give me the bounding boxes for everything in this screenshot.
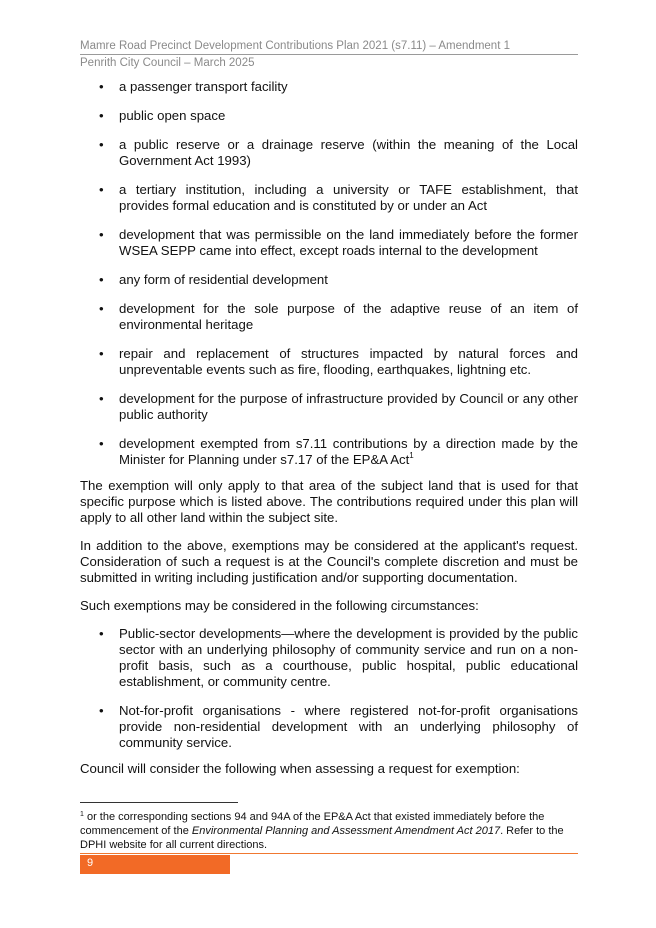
footnote-number: 1 [80, 811, 84, 818]
list-item: • Not-for-profit organisations - where registered not-for-profit organisations provide non-residential development with an underlying philosophy of community service. [99, 703, 578, 750]
bullet-icon: • [99, 272, 104, 287]
bullet-icon: • [99, 436, 104, 451]
bullet-icon: • [99, 703, 104, 718]
bullet-icon: • [99, 626, 104, 641]
page-number: 9 [87, 857, 94, 869]
bullet-icon: • [99, 108, 104, 123]
footnote-reference[interactable]: 1 [409, 451, 414, 460]
footnote-separator [80, 802, 238, 803]
list-item: • development exempted from s7.11 contributions by a direction made by the Minister for Planning under s7.17 of the EP&A Act$^1$ [99, 436, 578, 467]
bullet-icon: • [99, 182, 104, 197]
exemption-list [80, 79, 578, 468]
list-item: • development for the sole purpose of the adaptive reuse of an item of environmental heritage [99, 301, 578, 332]
body-content [80, 79, 578, 789]
footnote-act-title: Environmental Planning and Assessment Amendment Act 2017 [191, 825, 501, 837]
bullet-icon: • [99, 346, 104, 361]
circumstances-intro: Such exemptions may be considered in the following circumstances: [80, 598, 479, 613]
footer-rule [80, 853, 578, 854]
header-rule [80, 54, 578, 55]
list-item: • development that was permissible on the land immediately before the former WSEA SEPP came into effect, except roads internal to the development [99, 227, 578, 258]
bullet-icon: • [99, 391, 104, 406]
assessment-intro: Council will consider the following when assessing a request for exemption: [80, 761, 520, 776]
list-item: • public open space [99, 108, 226, 123]
list-item: • a tertiary institution, including a university or TAFE establishment, that provides formal education and is constituted by or under an Act [99, 182, 578, 213]
bullet-icon: • [99, 137, 104, 152]
list-item: • a public reserve or a drainage reserve (within the meaning of the Local Government Act 1993) [99, 137, 578, 168]
header-title: Mamre Road Precinct Development Contributions Plan 2021 (s7.11) – Amendment 1 [80, 40, 510, 52]
page-number-box [80, 855, 230, 874]
list-item: • any form of residential development [99, 272, 328, 287]
list-item: • a passenger transport facility [99, 79, 288, 94]
applicant-request-paragraph: In addition to the above, exemptions may be considered at the applicant's request. Consideration of such a request is at the Council's complete discretion and must be submitted in writing including justification and/or supporting documentation. [80, 538, 578, 585]
header-subtitle: Penrith City Council – March 2025 [80, 57, 255, 69]
bullet-icon: • [99, 79, 104, 94]
page-header [80, 40, 578, 70]
bullet-icon: • [99, 301, 104, 316]
exemption-scope-paragraph: The exemption will only apply to that area of the subject land that is used for that specific purpose which is listed above. The contributions required under this plan will apply to all other land within the subject site. [80, 478, 578, 525]
circumstances-list [80, 626, 578, 751]
list-item: • repair and replacement of structures impacted by natural forces and unpreventable events such as fire, flooding, earthquakes, lightning etc. [99, 346, 578, 377]
list-item: • development for the purpose of infrastructure provided by Council or any other public authority [99, 391, 578, 422]
list-item: • Public-sector developments—where the development is provided by the public sector with an underlying philosophy of community service and run on a non-profit basis, such as a courthouse, public hospital, public educational establishment, or community centre. [99, 626, 578, 689]
bullet-icon: • [99, 227, 104, 242]
footnote: $^1$ or the corresponding sections 94 and 94A of the EP&A Act that existed immediately before the commencement of the Environmental Planning and Assessment Amendment Act 2017. Refer to the DPHI website for all current directions. [80, 811, 564, 851]
